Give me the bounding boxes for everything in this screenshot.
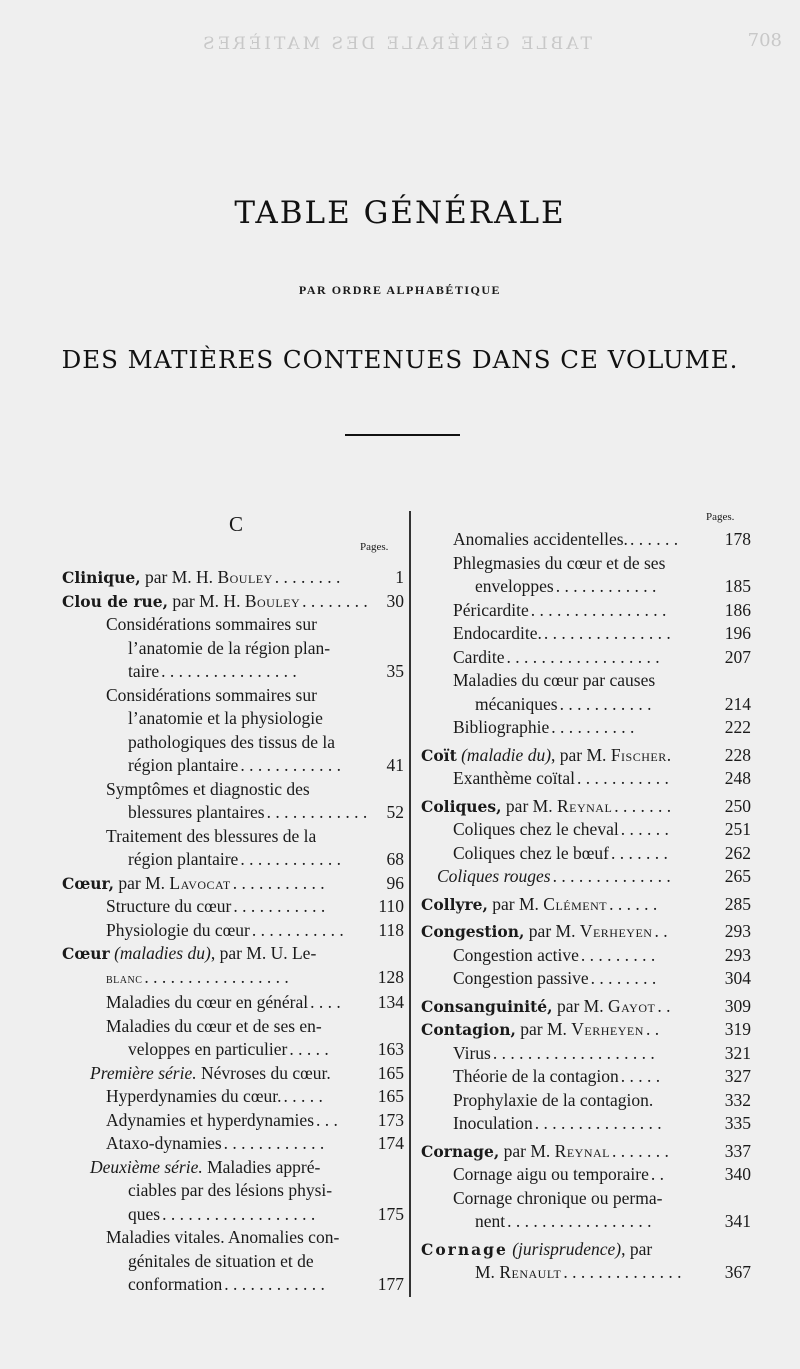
index-entry: Maladies du cœur en général . . . . 134: [106, 992, 404, 1012]
bleed-through-header: TABLE GÉNÉRALE DES MATIÈRES: [200, 34, 592, 54]
index-entry: Maladies vitales. Anomalies con- génitales de situation et de conformation . . . . . . . . . . . . 177: [106, 1227, 404, 1294]
index-entry: Structure du cœur . . . . . . . . . . . 110: [106, 896, 404, 916]
index-entry: Physiologie du cœur . . . . . . . . . . . 118: [106, 919, 404, 940]
index-entry: Maladies du cœur et de ses en- veloppes en particulier . . . . . 163: [106, 1015, 404, 1059]
index-entry: Première série. Névroses du cœur. 165: [90, 1062, 404, 1083]
index-entry: Endocardite. . . . . . . . . . . . . . . . 196: [453, 623, 751, 643]
index-entry: Considérations sommaires sur l’anatomie et la physiologie pathologiques des tissus de la région plantaire . . . . . . . . . . . . 41: [106, 684, 404, 775]
index-entry: Coliques rouges . . . . . . . . . . . . . . 265: [437, 866, 751, 886]
index-entry: Cornage aigu ou temporaire . . 340: [453, 1164, 751, 1184]
index-column-left: [62, 566, 404, 1297]
index-entry: Coït (maladie du), par M. Fischer. 228: [421, 744, 751, 765]
index-entry: Cœur (maladies du), par M. U. Le- blanc . . . . . . . . . . . . . . . . . 128: [62, 943, 404, 987]
index-entry: Deuxième série. Maladies appré- ciables par des lésions physi- ques . . . . . . . . . . . . . . . . . . 175: [90, 1156, 404, 1224]
index-entry: Considérations sommaires sur l’anatomie de la région plan- taire . . . . . . . . . . . . . . . . 35: [106, 614, 404, 681]
index-entry: Coliques chez le bœuf . . . . . . . 262: [453, 842, 751, 863]
index-entry: Anomalies accidentelles. . . . . . . 178: [453, 529, 751, 549]
bleed-through-page-number: 708: [747, 30, 782, 51]
index-entry: Adynamies et hyperdynamies . . . 173: [106, 1109, 404, 1130]
page-title: TABLE GÉNÉRALE: [234, 195, 566, 231]
index-entry: Clinique, par M. H. Bouley . . . . . . . . 1: [62, 567, 404, 587]
index-entry: Péricardite . . . . . . . . . . . . . . . . 186: [453, 599, 751, 620]
index-entry: Congestion passive . . . . . . . . 304: [453, 968, 751, 988]
index-entry: Coliques, par M. Reynal . . . . . . . 250: [421, 795, 751, 816]
index-entry: Cornage, par M. Reynal . . . . . . . 337: [421, 1140, 751, 1161]
index-entry: Collyre, par M. Clément . . . . . . 285: [421, 893, 751, 914]
section-letter: C: [229, 512, 244, 536]
index-entry: Ataxo-dynamies . . . . . . . . . . . . 174: [106, 1133, 404, 1153]
index-entry: Hyperdynamies du cœur. . . . . . 165: [106, 1086, 404, 1106]
index-entry: Contagion, par M. Verheyen . . 319: [421, 1019, 751, 1039]
index-entry: Consanguinité, par M. Gayot . . 309: [421, 995, 751, 1016]
index-entry: Cornage chronique ou perma- nent . . . . . . . . . . . . . . . . . 341: [453, 1187, 751, 1231]
index-entry: Phlegmasies du cœur et de ses enveloppes . . . . . . . . . . . . 185: [453, 552, 751, 596]
index-entry: Clou de rue, par M. H. Bouley . . . . . . . . 30: [62, 590, 404, 611]
index-entry: Coliques chez le cheval . . . . . . 251: [453, 819, 751, 839]
index-entry: Cornage (jurisprudence), par M. Renault . . . . . . . . . . . . . . 367: [421, 1238, 751, 1282]
column-divider: [409, 511, 411, 1297]
page-heading: DES MATIÈRES CONTENUES DANS CE VOLUME.: [61, 345, 739, 374]
index-entry: Maladies du cœur par causes mécaniques . . . . . . . . . . . 214: [453, 670, 751, 714]
pages-label-left: Pages.: [360, 541, 389, 553]
index-entry: Prophylaxie de la contagion. 332: [453, 1089, 751, 1110]
index-entry: Cardite . . . . . . . . . . . . . . . . . . 207: [453, 646, 751, 667]
index-entry: Congestion, par M. Verheyen . . 293: [421, 921, 751, 941]
index-entry: Bibliographie . . . . . . . . . . 222: [453, 717, 751, 737]
title-rule: [345, 434, 460, 436]
index-entry: Exanthème coïtal . . . . . . . . . . . 248: [453, 768, 751, 788]
index-entry: Traitement des blessures de la région plantaire . . . . . . . . . . . . 68: [106, 825, 404, 869]
index-entry: Théorie de la contagion . . . . . 327: [453, 1066, 751, 1086]
index-entry: Symptômes et diagnostic des blessures plantaires . . . . . . . . . . . . 52: [106, 778, 404, 822]
page-subtitle: PAR ORDRE ALPHABÉTIQUE: [298, 283, 502, 297]
index-entry: Congestion active . . . . . . . . . 293: [453, 944, 751, 965]
index-entry: Virus . . . . . . . . . . . . . . . . . . . 321: [453, 1042, 751, 1063]
index-column-right: [421, 528, 751, 1285]
pages-label-right: Pages.: [706, 511, 735, 523]
index-entry: Inoculation . . . . . . . . . . . . . . . 335: [453, 1113, 751, 1133]
index-entry: Cœur, par M. Lavocat . . . . . . . . . . . 96: [62, 872, 404, 893]
